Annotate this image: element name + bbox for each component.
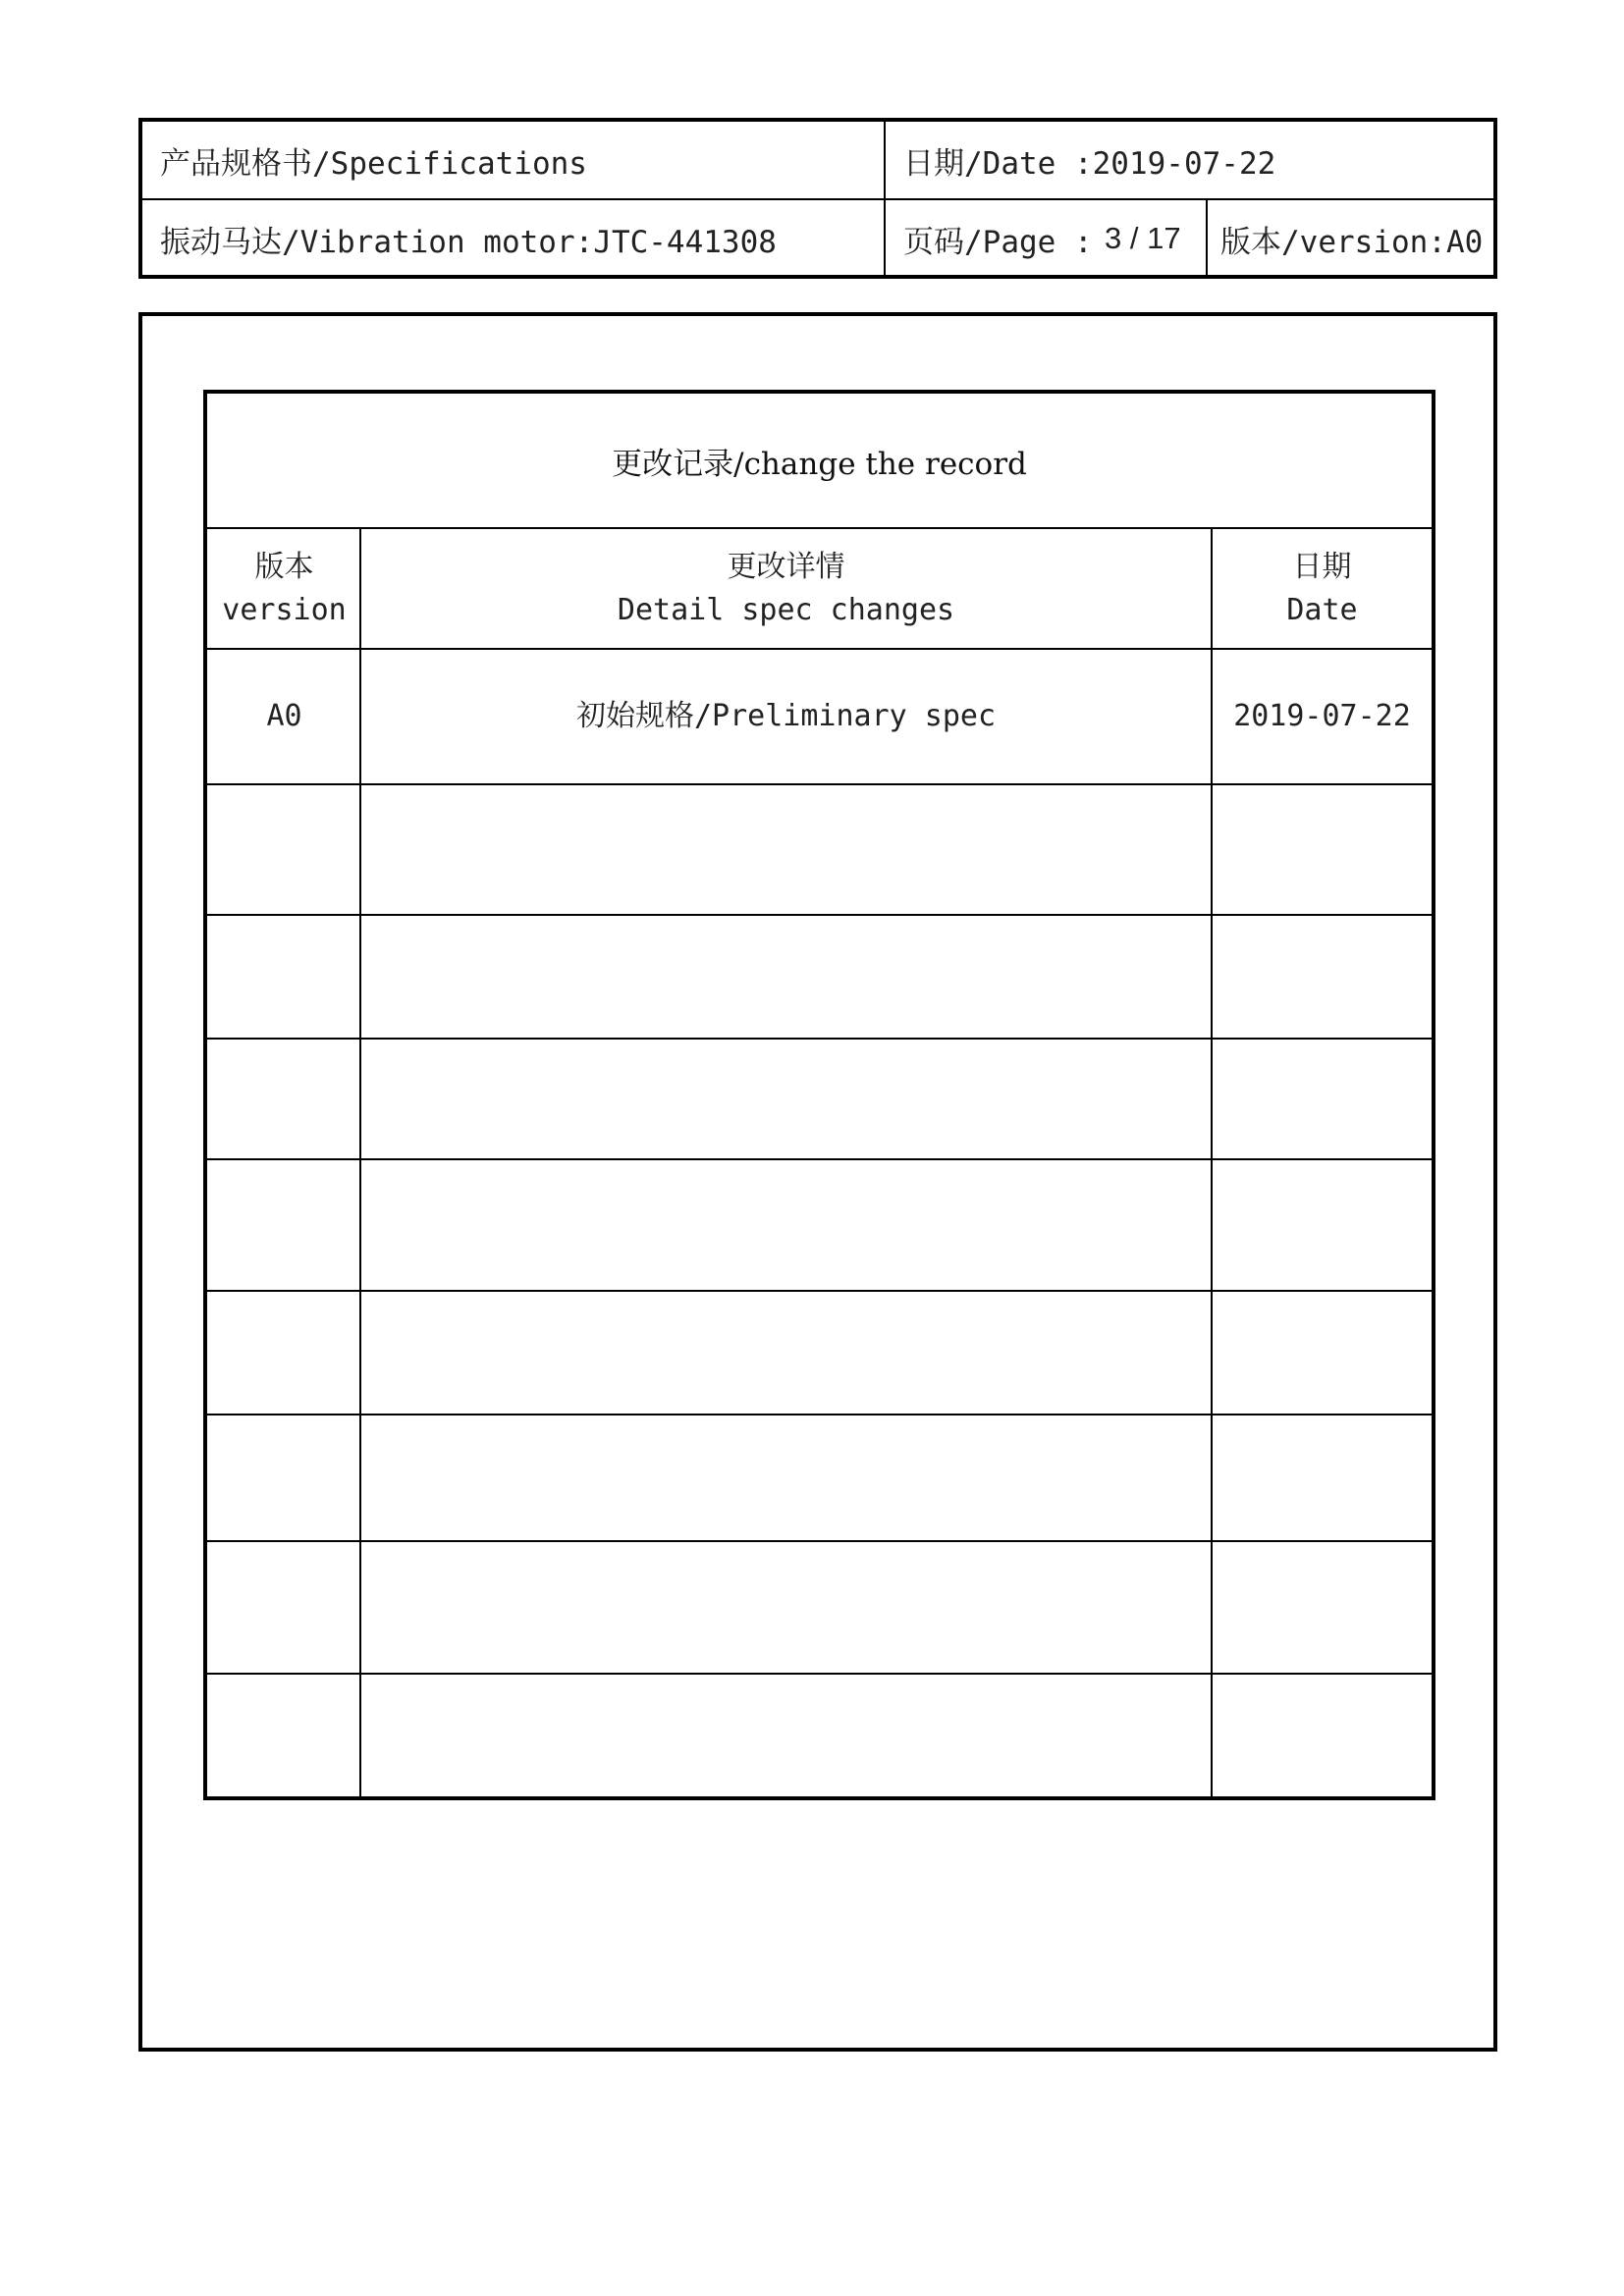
- product-name: 振动马达/Vibration motor:JTC-441308: [160, 224, 777, 260]
- row-divider: [207, 1673, 1432, 1675]
- page-label: 页码/Page :: [903, 224, 1093, 260]
- header-date: 日期/Date :2019-07-22: [903, 145, 1276, 182]
- col-header-date-en: Date: [1286, 592, 1358, 627]
- row-change: 初始规格/Preliminary spec: [575, 699, 997, 733]
- change-record-table: [203, 390, 1435, 1800]
- row-date: 2019-07-22: [1233, 699, 1411, 733]
- header-col-divider-2: [1206, 198, 1208, 275]
- row-divider: [207, 914, 1432, 916]
- col-header-changes-cn: 更改详情: [727, 549, 845, 584]
- col-header-date-cn: 日期: [1292, 549, 1352, 584]
- header-col-divider: [884, 122, 886, 275]
- row-divider: [207, 1414, 1432, 1415]
- col-header-version: [207, 529, 361, 648]
- col-header-changes: [361, 529, 1211, 648]
- row-divider: [207, 1540, 1432, 1542]
- spec-title: 产品规格书/Specifications: [160, 145, 587, 182]
- header-version: 版本/version:A0: [1220, 224, 1484, 260]
- col-header-changes-en: Detail spec changes: [617, 592, 955, 627]
- row-divider: [207, 1158, 1432, 1160]
- col-header-version-en: version: [222, 592, 347, 627]
- row-divider: [207, 1038, 1432, 1040]
- page-number: 3 / 17: [1105, 221, 1181, 255]
- row-version: A0: [266, 699, 302, 733]
- col-header-date: [1213, 529, 1432, 648]
- row-divider: [207, 1290, 1432, 1292]
- document-header: [138, 118, 1497, 279]
- record-title: 更改记录/change the record: [612, 446, 1027, 482]
- col-header-version-cn: 版本: [254, 549, 314, 584]
- row-divider: [207, 783, 1432, 785]
